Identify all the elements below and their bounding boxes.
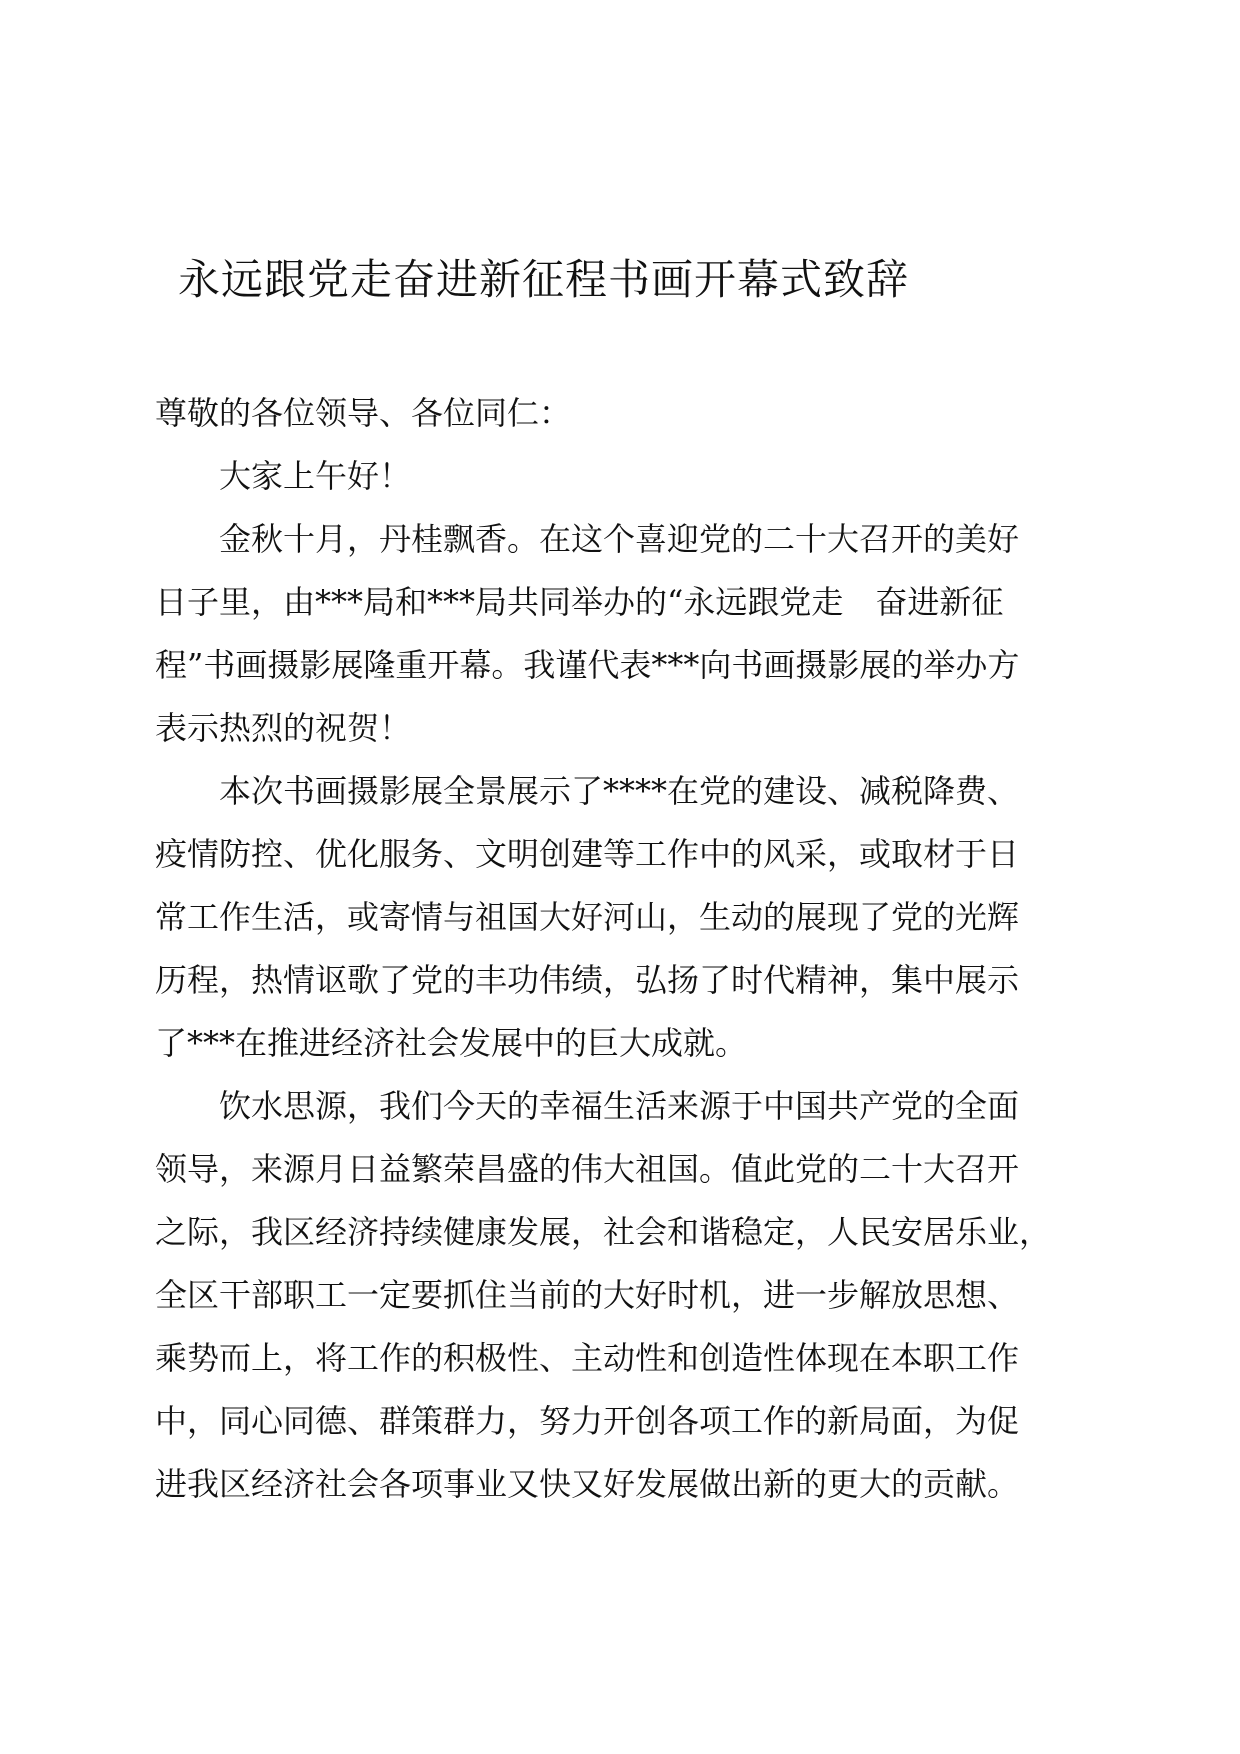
paragraph-1-line-4: 表示热烈的祝贺！ — [155, 709, 412, 747]
paragraph-3-line-2: 领导，来源月日益繁荣昌盛的伟大祖国。值此党的二十大召开 — [155, 1150, 1020, 1188]
greeting-line: 大家上午好！ — [219, 457, 412, 495]
document-title: 永远跟党走奋进新征程书画开幕式致辞 — [178, 255, 910, 304]
paragraph-3-line-1: 饮水思源，我们今天的幸福生活来源于中国共产党的全面 — [219, 1087, 1020, 1125]
paragraph-2-line-2: 疫情防控、优化服务、文明创建等工作中的风采，或取材于日 — [155, 835, 1020, 873]
paragraph-2-line-3: 常工作生活，或寄情与祖国大好河山，生动的展现了党的光辉 — [155, 898, 1020, 936]
paragraph-1-line-1: 金秋十月，丹桂飘香。在这个喜迎党的二十大召开的美好 — [219, 520, 1020, 558]
paragraph-3-line-4: 全区干部职工一定要抓住当前的大好时机，进一步解放思想、 — [155, 1276, 1020, 1314]
paragraph-3-line-3: 之际，我区经济持续健康发展，社会和谐稳定，人民安居乐业， — [155, 1213, 1052, 1251]
salutation-line: 尊敬的各位领导、各位同仁： — [155, 394, 572, 432]
paragraph-3-line-6: 中，同心同德、群策群力，努力开创各项工作的新局面，为促 — [155, 1402, 1020, 1440]
paragraph-3-line-7: 进我区经济社会各项事业又快又好发展做出新的更大的贡献。 — [155, 1465, 1020, 1503]
paragraph-1-line-2: 日子里，由***局和***局共同举办的“永远跟党走 奋进新征 — [155, 583, 1004, 621]
paragraph-2-line-5: 了***在推进经济社会发展中的巨大成就。 — [155, 1024, 748, 1062]
paragraph-3-line-5: 乘势而上，将工作的积极性、主动性和创造性体现在本职工作 — [155, 1339, 1020, 1377]
paragraph-1-line-3: 程”书画摄影展隆重开幕。我谨代表***向书画摄影展的举办方 — [155, 646, 1020, 684]
document-body — [155, 382, 1085, 1516]
paragraph-2-line-1: 本次书画摄影展全景展示了****在党的建设、减税降费、 — [219, 772, 1020, 810]
paragraph-2-line-4: 历程，热情讴歌了党的丰功伟绩，弘扬了时代精神，集中展示 — [155, 961, 1020, 999]
